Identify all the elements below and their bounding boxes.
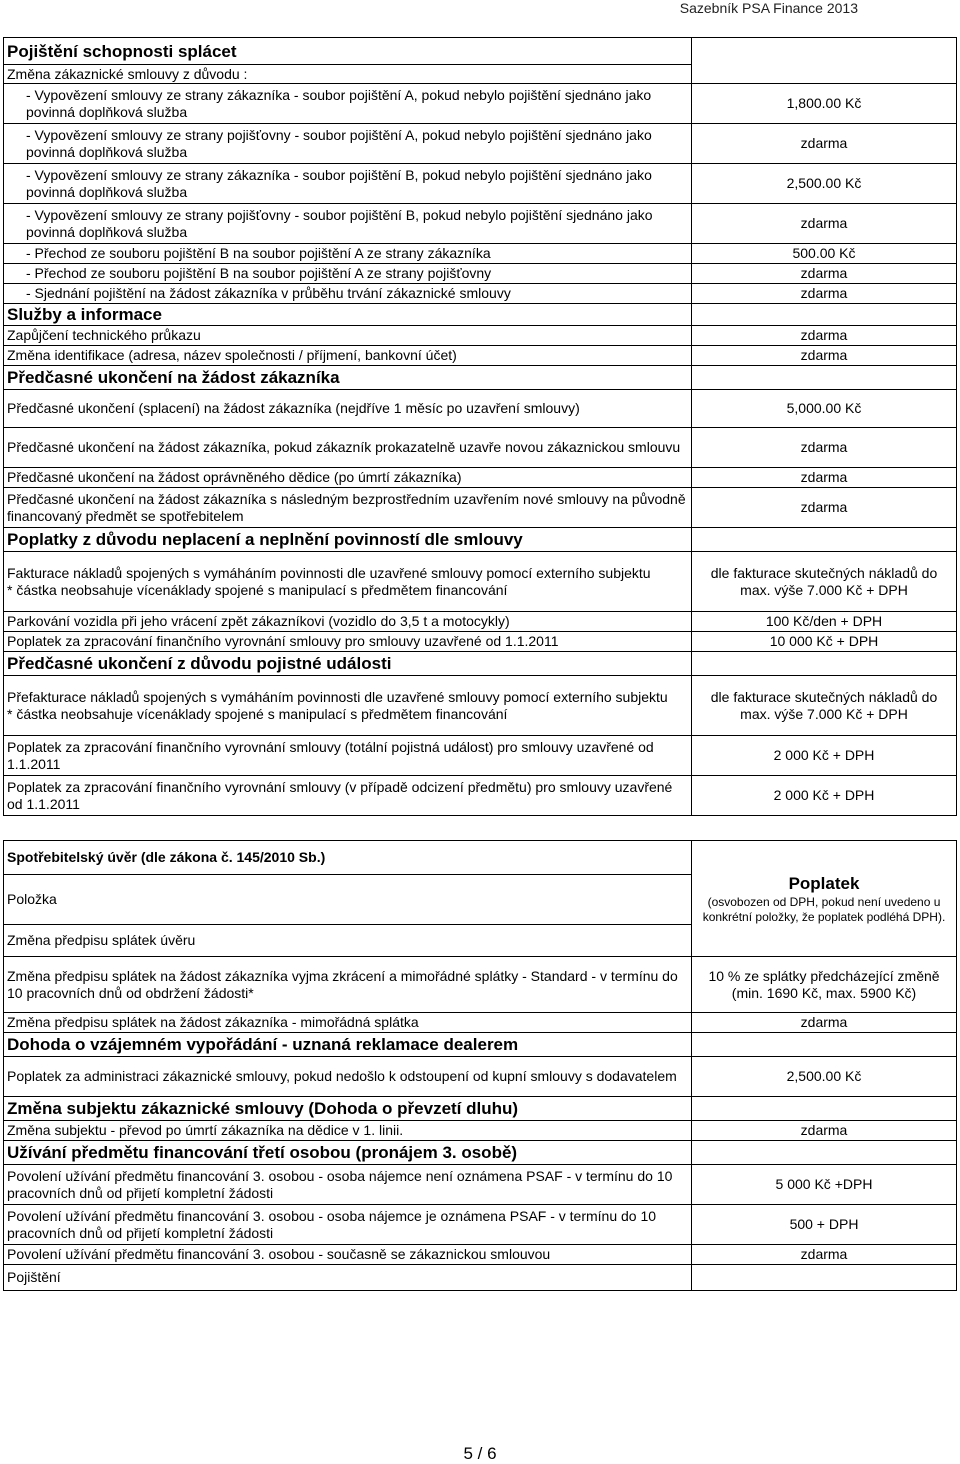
insurance-row-label: - Vypovězení smlouvy ze strany zákazníka - soubor pojištění B, pokud nebylo pojištění sjednáno jako povinná doplňková služba <box>4 164 692 204</box>
insurance-row-value: zdarma <box>692 204 957 244</box>
section-title-consumer-insurance: Pojištění <box>4 1265 692 1291</box>
section-title-use: Užívání předmětu financování třetí osobou (pronájem 3. osobě) <box>4 1141 692 1165</box>
empty-cell <box>692 1265 957 1291</box>
section-title-subject: Změna subjektu zákaznické smlouvy (Dohoda o převzetí dluhu) <box>4 1097 692 1121</box>
section-title-fees: Poplatky z důvodu neplacení a neplnění povinností dle smlouvy <box>4 528 692 552</box>
section-title-services: Služby a informace <box>4 304 692 326</box>
document-header-title: Sazebník PSA Finance 2013 <box>679 0 858 16</box>
schedule-row-value: zdarma <box>692 1013 957 1033</box>
fee-table-main <box>3 37 957 816</box>
section-title-insured-event: Předčasné ukončení z důvodu pojistné události <box>4 652 692 676</box>
use-row-value: 500 + DPH <box>692 1205 957 1245</box>
empty-cell <box>692 528 957 552</box>
insurance-row-label: - Vypovězení smlouvy ze strany pojišťovny - soubor pojištění A, pokud nebylo pojištění sjednáno jako povinná doplňková služba <box>4 124 692 164</box>
insured-event-row-value: dle fakturace skutečných nákladů do max. výše 7.000 Kč + DPH <box>692 676 957 736</box>
insurance-change-title: Změna zákaznické smlouvy z důvodu : <box>4 65 692 84</box>
early-termination-row-value: zdarma <box>692 488 957 528</box>
empty-cell <box>692 1033 957 1057</box>
fee-header-cell <box>692 841 957 957</box>
fee-header: Poplatek <box>788 873 860 893</box>
insured-event-row-text: Přefakturace nákladů spojených s vymáháním povinnosti dle uzavřené smlouvy pomocí externího subjektu <box>7 688 668 705</box>
insured-event-row-label: Poplatek za zpracování finančního vyrovnání smlouvy (v případě odcizení předmětu) pro smlouvy uzavřené od 1.1.2011 <box>4 776 692 816</box>
schedule-row-value: 10 % ze splátky předcházející změně (min. 1690 Kč, max. 5900 Kč) <box>692 957 957 1013</box>
insured-event-row-label <box>4 676 692 736</box>
insurance-row-label: - Přechod ze souboru pojištění B na soubor pojištění A ze strany pojišťovny <box>4 264 692 284</box>
use-row-label: Povolení užívání předmětu financování 3. osobou - současně se zákaznickou smlouvou <box>4 1245 692 1265</box>
fees-row-label <box>4 552 692 612</box>
services-row-label: Zapůjčení technického průkazu <box>4 326 692 346</box>
item-header: Položka <box>4 875 692 925</box>
fees-row-value: 100 Kč/den + DPH <box>692 612 957 632</box>
settlement-row-label: Poplatek za administraci zákaznické smlouvy, pokud nedošlo k odstoupení od kupní smlouvy s dodavatelem <box>4 1057 692 1097</box>
services-row-value: zdarma <box>692 346 957 366</box>
section-title-insurance: Pojištění schopnosti splácet <box>4 38 692 65</box>
insurance-row-value: 500.00 Kč <box>692 244 957 264</box>
insurance-row-value: zdarma <box>692 284 957 304</box>
early-termination-row-label: Předčasné ukončení na žádost oprávněného dědice (po úmrtí zákazníka) <box>4 468 692 488</box>
page-number: 5 / 6 <box>463 1444 497 1463</box>
empty-cell <box>692 1097 957 1121</box>
insurance-row-label: - Vypovězení smlouvy ze strany zákazníka - soubor pojištění A, pokud nebylo pojištění sjednáno jako povinná doplňková služba <box>4 84 692 124</box>
fee-header-note: (osvobozen od DPH, pokud není uvedeno u konkrétní položky, že poplatek podléhá DPH). <box>702 894 946 924</box>
subject-row-label: Změna subjektu - převod po úmrtí zákazníka na dědice v 1. linii. <box>4 1121 692 1141</box>
fees-row-value: dle fakturace skutečných nákladů do max. výše 7.000 Kč + DPH <box>692 552 957 612</box>
insured-event-row-note: * částka neobsahuje vícenáklady spojené s manipulací s předmětem financování <box>7 705 508 722</box>
insurance-row-value: zdarma <box>692 124 957 164</box>
fees-row-label: Parkování vozidla při jeho vrácení zpět zákazníkovi (vozidlo do 3,5 t a motocykly) <box>4 612 692 632</box>
empty-cell <box>692 366 957 390</box>
insurance-row-label: - Přechod ze souboru pojištění B na soubor pojištění A ze strany zákazníka <box>4 244 692 264</box>
insurance-row-value: zdarma <box>692 264 957 284</box>
early-termination-row-label: Předčasné ukončení (splacení) na žádost zákazníka (nejdříve 1 měsíc po uzavření smlouvy) <box>4 390 692 428</box>
insured-event-row-value: 2 000 Kč + DPH <box>692 776 957 816</box>
insured-event-row-value: 2 000 Kč + DPH <box>692 736 957 776</box>
section-title-settlement: Dohoda o vzájemném vypořádání - uznaná reklamace dealerem <box>4 1033 692 1057</box>
fees-row-note: * částka neobsahuje vícenáklady spojené s manipulací s předmětem financování <box>7 581 508 598</box>
services-row-value: zdarma <box>692 326 957 346</box>
fees-row-value: 10 000 Kč + DPH <box>692 632 957 652</box>
insured-event-row-label: Poplatek za zpracování finančního vyrovnání smlouvy (totální pojistná událost) pro smlouvy uzavřené od 1.1.2011 <box>4 736 692 776</box>
early-termination-row-label: Předčasné ukončení na žádost zákazníka, pokud zákazník prokazatelně uzavře novou zákaznickou smlouvu <box>4 428 692 468</box>
schedule-row-label: Změna předpisu splátek na žádost zákazníka - mimořádná splátka <box>4 1013 692 1033</box>
empty-cell <box>692 38 957 84</box>
fees-row-text: Fakturace nákladů spojených s vymáháním povinnosti dle uzavřené smlouvy pomocí externího subjektu <box>7 564 651 581</box>
empty-cell <box>692 1141 957 1165</box>
fee-table-consumer <box>3 840 957 1291</box>
settlement-row-value: 2,500.00 Kč <box>692 1057 957 1097</box>
schedule-row-label: Změna předpisu splátek na žádost zákazníka vyjma zkrácení a mimořádné splátky - Standard - v termínu do 10 pracovních dnů od obdržení žádosti* <box>4 957 692 1013</box>
section-title-early-termination: Předčasné ukončení na žádost zákazníka <box>4 366 692 390</box>
fees-row-label: Poplatek za zpracování finančního vyrovnání smlouvy pro smlouvy uzavřené od 1.1.2011 <box>4 632 692 652</box>
early-termination-row-label: Předčasné ukončení na žádost zákazníka s následným bezprostředním uzavřením nové smlouvy na původně financovaný předmět se spotřebitelem <box>4 488 692 528</box>
early-termination-row-value: zdarma <box>692 428 957 468</box>
empty-cell <box>692 304 957 326</box>
insurance-row-value: 1,800.00 Kč <box>692 84 957 124</box>
section-title-consumer: Spotřebitelský úvěr (dle zákona č. 145/2010 Sb.) <box>4 841 692 875</box>
use-row-value: zdarma <box>692 1245 957 1265</box>
use-row-label: Povolení užívání předmětu financování 3. osobou - osoba nájemce není oznámena PSAF - v termínu do 10 pracovních dnů od přijetí kompletní žádosti <box>4 1165 692 1205</box>
use-row-value: 5 000 Kč +DPH <box>692 1165 957 1205</box>
insurance-row-value: 2,500.00 Kč <box>692 164 957 204</box>
use-row-label: Povolení užívání předmětu financování 3. osobou - osoba nájemce je oznámena PSAF - v termínu do 10 pracovních dnů od přijetí kompletní žádosti <box>4 1205 692 1245</box>
empty-cell <box>692 652 957 676</box>
services-row-label: Změna identifikace (adresa, název společnosti / příjmení, bankovní účet) <box>4 346 692 366</box>
insurance-row-label: - Vypovězení smlouvy ze strany pojišťovny - soubor pojištění B, pokud nebylo pojištění sjednáno jako povinná doplňková služba <box>4 204 692 244</box>
early-termination-row-value: zdarma <box>692 468 957 488</box>
subject-row-value: zdarma <box>692 1121 957 1141</box>
section-title-schedule: Změna předpisu splátek úvěru <box>4 925 692 957</box>
early-termination-row-value: 5,000.00 Kč <box>692 390 957 428</box>
insurance-row-label: - Sjednání pojištění na žádost zákazníka v průběhu trvání zákaznické smlouvy <box>4 284 692 304</box>
